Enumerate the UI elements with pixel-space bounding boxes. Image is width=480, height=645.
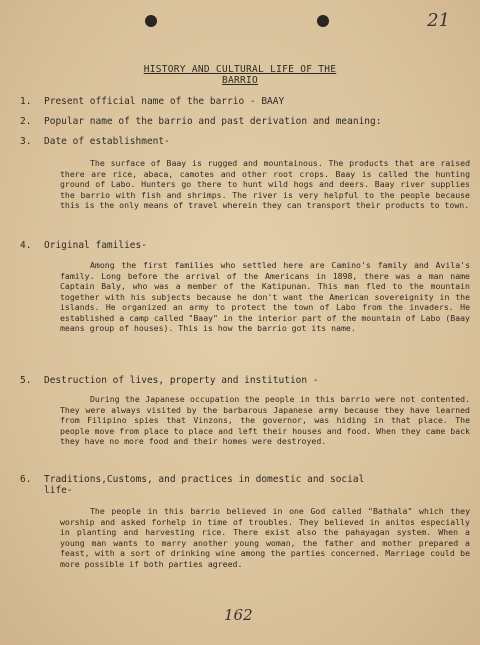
paragraph-destruction bbox=[60, 394, 470, 447]
item-text: Original families- bbox=[44, 240, 147, 251]
item-3 bbox=[20, 136, 464, 147]
item-2 bbox=[20, 116, 464, 127]
item-number: 2. bbox=[20, 116, 32, 127]
item-6 bbox=[20, 474, 464, 485]
item-number: 3. bbox=[20, 136, 32, 147]
item-number: 6. bbox=[20, 474, 32, 485]
handwritten-page-number: 21 bbox=[427, 10, 450, 31]
paragraph-traditions bbox=[60, 506, 470, 569]
paragraph-text: During the Japanese occupation the people in this barrio were not contented. They were always visited by the barbarous Japanese army because they have learned from Filipino spies that Vinzons, the governor, was hiding in that place. The people move from place to place and left their houses and food. When they came back they have no more food and their homes were destroyed. bbox=[60, 394, 470, 446]
item-6-continued bbox=[44, 485, 464, 496]
item-4 bbox=[20, 240, 464, 251]
item-text: Date of establishment- bbox=[44, 136, 170, 147]
item-text: Destruction of lives, property and institution - bbox=[44, 375, 319, 386]
paragraph-text: The people in this barrio believed in one God called "Bathala" which they worship and asked forhelp in time of troubles. They believed in anitos especially in planting and harvesting rice. There exist also the pahayagan system. When a young man wants to marry another young woman, the father and mother prepared a feast, with a sort of drinking wine among the parties concerned. Marriage could be more possible if both parties agreed. bbox=[60, 506, 470, 569]
title-line-2: BARRIO bbox=[221, 75, 259, 86]
item-number: 1. bbox=[20, 96, 32, 107]
punch-hole bbox=[145, 15, 157, 27]
item-number: 5. bbox=[20, 375, 32, 386]
punch-hole bbox=[317, 15, 329, 27]
paragraph-text: Among the first families who settled here are Camino's family and Avila's family. Long before the arrival of the Americans in 1898, there was a man name Captain Baly, who was a member of the Katipunan. This man fled to the mountain together with his subjects because he don't want the American sovereignity in the islands. He organized an army to protect the town of Labo from the invaders. He established a camp called "Baay" in the interior part of the mountain of Labo (Baay means group of houses). This is how the barrio got its name. bbox=[60, 260, 470, 333]
item-text: life- bbox=[44, 485, 73, 496]
item-5 bbox=[20, 375, 464, 386]
document-title bbox=[0, 64, 480, 86]
item-text: Present official name of the barrio - BAAY bbox=[44, 96, 285, 107]
title-line-1: HISTORY AND CULTURAL LIFE OF THE bbox=[143, 64, 337, 75]
item-text: Traditions,Customs, and practices in domestic and social bbox=[44, 474, 365, 485]
paragraph-original-families bbox=[60, 260, 470, 334]
paragraph-establishment bbox=[60, 158, 470, 211]
item-1 bbox=[20, 96, 464, 107]
paragraph-text: The surface of Baay is rugged and mountainous. The products that are raised there are rice, abaca, camotes and other root crops. Baay is called the hunting ground of Labo. Hunters go there to hunt wild hogs and deers. Baay river supplies the barrio with fish and shrimps. The river is very helpful to the people because this is the only means of travel wherein they can transport their products to town. bbox=[60, 158, 470, 210]
item-number: 4. bbox=[20, 240, 32, 251]
handwritten-footer-number: 162 bbox=[224, 606, 253, 624]
item-text: Popular name of the barrio and past derivation and meaning: bbox=[44, 116, 382, 127]
